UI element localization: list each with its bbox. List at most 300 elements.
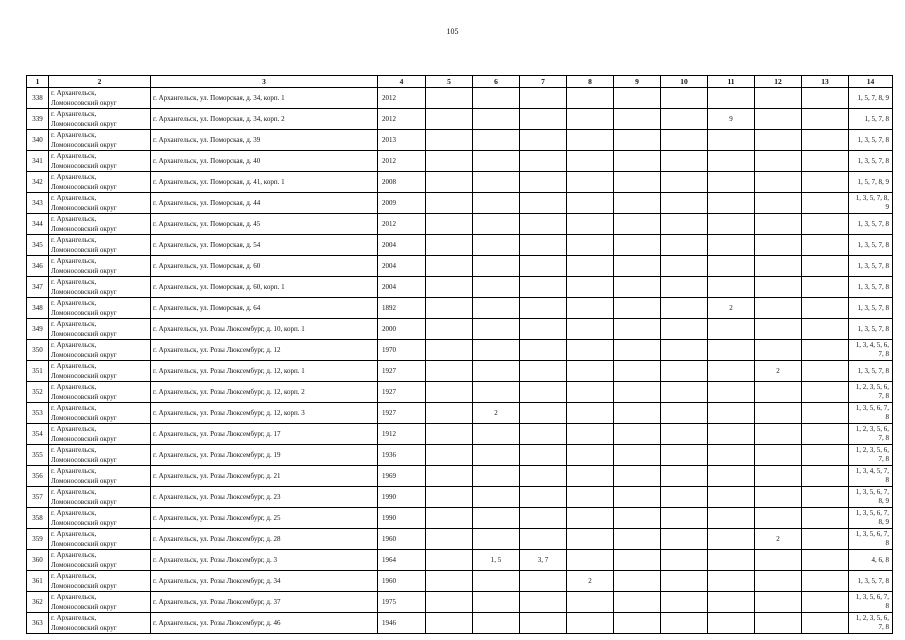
column-6-cell — [473, 130, 520, 151]
column-11-cell — [708, 529, 755, 550]
column-12-cell — [755, 151, 802, 172]
column-5-cell — [426, 487, 473, 508]
year-cell: 2009 — [378, 193, 426, 214]
column-9-cell — [614, 613, 661, 634]
column-14-cell: 1, 3, 5, 7, 8 — [849, 151, 893, 172]
column-11-cell — [708, 550, 755, 571]
column-13-cell — [802, 613, 849, 634]
district-city: г. Архангельск, — [51, 152, 97, 160]
column-13-cell — [802, 382, 849, 403]
table-row — [27, 172, 893, 193]
column-7-cell — [520, 361, 567, 382]
column-6-cell — [473, 571, 520, 592]
address-cell: г. Архангельск, ул. Розы Люксембург, д. 37 — [151, 592, 378, 613]
district-cell — [49, 445, 151, 466]
table-body — [27, 88, 893, 634]
column-6-cell — [473, 109, 520, 130]
column-10-cell — [661, 382, 708, 403]
column-8-cell — [567, 130, 614, 151]
column-5-cell — [426, 340, 473, 361]
column-10-cell — [661, 529, 708, 550]
column-header-13: 13 — [802, 76, 849, 88]
column-7-cell — [520, 277, 567, 298]
column-11-cell — [708, 466, 755, 487]
year-cell: 1927 — [378, 403, 426, 424]
column-5-cell — [426, 466, 473, 487]
column-10-cell — [661, 109, 708, 130]
column-9-cell — [614, 487, 661, 508]
column-8-cell: 2 — [567, 571, 614, 592]
column-6-cell — [473, 592, 520, 613]
column-14-cell: 1, 3, 5, 7, 8 — [849, 361, 893, 382]
column-6-cell — [473, 319, 520, 340]
column-header-14: 14 — [849, 76, 893, 88]
column-10-cell — [661, 445, 708, 466]
column-header-1: 1 — [27, 76, 49, 88]
year-cell: 1892 — [378, 298, 426, 319]
row-number-cell: 351 — [27, 361, 49, 382]
column-14-cell: 1, 5, 7, 8, 9 — [849, 88, 893, 109]
column-7-cell — [520, 466, 567, 487]
column-11-cell — [708, 487, 755, 508]
column-9-cell — [614, 109, 661, 130]
row-number-cell: 343 — [27, 193, 49, 214]
district-city: г. Архангельск, — [51, 320, 97, 328]
district-cell — [49, 382, 151, 403]
district-okrug: Ломоносовский округ — [51, 561, 117, 569]
column-9-cell — [614, 214, 661, 235]
address-cell: г. Архангельск, ул. Розы Люксембург, д. 12, корп. 1 — [151, 361, 378, 382]
column-10-cell — [661, 235, 708, 256]
column-6-cell — [473, 445, 520, 466]
column-12-cell: 2 — [755, 529, 802, 550]
table-row — [27, 256, 893, 277]
column-12-cell — [755, 613, 802, 634]
column-8-cell — [567, 403, 614, 424]
column-13-cell — [802, 277, 849, 298]
column-6-cell — [473, 424, 520, 445]
column-13-cell — [802, 466, 849, 487]
column-14-cell: 1, 3, 5, 6, 7, 8, 9 — [849, 508, 893, 529]
column-14-cell: 1, 3, 4, 5, 6, 7, 8 — [849, 340, 893, 361]
column-12-cell — [755, 298, 802, 319]
row-number-cell: 362 — [27, 592, 49, 613]
district-okrug: Ломоносовский округ — [51, 351, 117, 359]
district-city: г. Архангельск, — [51, 278, 97, 286]
column-8-cell — [567, 151, 614, 172]
column-11-cell — [708, 172, 755, 193]
column-9-cell — [614, 193, 661, 214]
district-city: г. Архангельск, — [51, 215, 97, 223]
column-6-cell — [473, 214, 520, 235]
district-cell — [49, 340, 151, 361]
column-12-cell — [755, 403, 802, 424]
column-header-12: 12 — [755, 76, 802, 88]
district-cell — [49, 193, 151, 214]
column-13-cell — [802, 340, 849, 361]
district-okrug: Ломоносовский округ — [51, 435, 117, 443]
column-14-cell: 1, 3, 5, 7, 8 — [849, 277, 893, 298]
year-cell: 1970 — [378, 340, 426, 361]
district-okrug: Ломоносовский округ — [51, 414, 117, 422]
table-row — [27, 382, 893, 403]
column-13-cell — [802, 592, 849, 613]
page-number: 105 — [446, 27, 459, 36]
district-okrug: Ломоносовский округ — [51, 582, 117, 590]
district-okrug: Ломоносовский округ — [51, 624, 117, 632]
district-cell — [49, 613, 151, 634]
column-9-cell — [614, 403, 661, 424]
address-cell: г. Архангельск, ул. Поморская, д. 44 — [151, 193, 378, 214]
column-header-8: 8 — [567, 76, 614, 88]
column-11-cell — [708, 235, 755, 256]
column-header-3: 3 — [151, 76, 378, 88]
column-11-cell — [708, 571, 755, 592]
column-9-cell — [614, 529, 661, 550]
column-12-cell — [755, 193, 802, 214]
column-9-cell — [614, 382, 661, 403]
district-okrug: Ломоносовский округ — [51, 498, 117, 506]
column-13-cell — [802, 403, 849, 424]
address-cell: г. Архангельск, ул. Поморская, д. 39 — [151, 130, 378, 151]
address-cell: г. Архангельск, ул. Поморская, д. 34, корп. 2 — [151, 109, 378, 130]
row-number-cell: 349 — [27, 319, 49, 340]
address-cell: г. Архангельск, ул. Розы Люксембург, д. 12, корп. 2 — [151, 382, 378, 403]
district-okrug: Ломоносовский округ — [51, 309, 117, 317]
column-11-cell — [708, 193, 755, 214]
district-city: г. Архангельск, — [51, 509, 97, 517]
column-5-cell — [426, 277, 473, 298]
column-header-6: 6 — [473, 76, 520, 88]
column-7-cell — [520, 571, 567, 592]
column-9-cell — [614, 319, 661, 340]
address-cell: г. Архангельск, ул. Розы Люксембург, д. 17 — [151, 424, 378, 445]
column-12-cell — [755, 508, 802, 529]
column-6-cell — [473, 487, 520, 508]
column-13-cell — [802, 424, 849, 445]
column-12-cell — [755, 256, 802, 277]
column-6-cell: 2 — [473, 403, 520, 424]
column-7-cell — [520, 403, 567, 424]
column-header-11: 11 — [708, 76, 755, 88]
column-8-cell — [567, 88, 614, 109]
district-okrug: Ломоносовский округ — [51, 372, 117, 380]
district-city: г. Архангельск, — [51, 425, 97, 433]
year-cell: 2012 — [378, 109, 426, 130]
address-cell: г. Архангельск, ул. Поморская, д. 40 — [151, 151, 378, 172]
column-12-cell — [755, 130, 802, 151]
column-5-cell — [426, 193, 473, 214]
table-row — [27, 592, 893, 613]
column-5-cell — [426, 214, 473, 235]
column-header-9: 9 — [614, 76, 661, 88]
column-6-cell — [473, 613, 520, 634]
column-13-cell — [802, 319, 849, 340]
column-9-cell — [614, 571, 661, 592]
table-row — [27, 361, 893, 382]
row-number-cell: 361 — [27, 571, 49, 592]
column-9-cell — [614, 424, 661, 445]
column-5-cell — [426, 235, 473, 256]
column-7-cell: 3, 7 — [520, 550, 567, 571]
header-row — [27, 76, 893, 88]
district-okrug: Ломоносовский округ — [51, 540, 117, 548]
column-8-cell — [567, 613, 614, 634]
district-cell — [49, 361, 151, 382]
column-10-cell — [661, 592, 708, 613]
column-5-cell — [426, 403, 473, 424]
year-cell: 1927 — [378, 382, 426, 403]
column-10-cell — [661, 256, 708, 277]
column-14-cell: 1, 5, 7, 8 — [849, 109, 893, 130]
year-cell: 1960 — [378, 571, 426, 592]
column-5-cell — [426, 256, 473, 277]
column-11-cell — [708, 382, 755, 403]
address-cell: г. Архангельск, ул. Розы Люксембург, д. 28 — [151, 529, 378, 550]
table-row — [27, 151, 893, 172]
table-row — [27, 550, 893, 571]
column-8-cell — [567, 466, 614, 487]
row-number-cell: 356 — [27, 466, 49, 487]
district-city: г. Архангельск, — [51, 236, 97, 244]
column-13-cell — [802, 550, 849, 571]
year-cell: 1975 — [378, 592, 426, 613]
column-13-cell — [802, 172, 849, 193]
column-8-cell — [567, 193, 614, 214]
row-number-cell: 363 — [27, 613, 49, 634]
district-cell — [49, 88, 151, 109]
column-14-cell: 1, 2, 3, 5, 6, 7, 8 — [849, 382, 893, 403]
column-11-cell — [708, 319, 755, 340]
column-6-cell — [473, 298, 520, 319]
row-number-cell: 338 — [27, 88, 49, 109]
column-12-cell — [755, 319, 802, 340]
row-number-cell: 339 — [27, 109, 49, 130]
column-10-cell — [661, 214, 708, 235]
column-12-cell — [755, 235, 802, 256]
district-cell — [49, 298, 151, 319]
address-cell: г. Архангельск, ул. Поморская, д. 34, корп. 1 — [151, 88, 378, 109]
column-9-cell — [614, 277, 661, 298]
column-9-cell — [614, 508, 661, 529]
column-14-cell: 1, 3, 5, 7, 8 — [849, 319, 893, 340]
district-city: г. Архангельск, — [51, 530, 97, 538]
column-11-cell — [708, 277, 755, 298]
row-number-cell: 344 — [27, 214, 49, 235]
district-cell — [49, 319, 151, 340]
column-5-cell — [426, 529, 473, 550]
year-cell: 1936 — [378, 445, 426, 466]
row-number-cell: 355 — [27, 445, 49, 466]
year-cell: 2004 — [378, 235, 426, 256]
year-cell: 2012 — [378, 214, 426, 235]
column-11-cell — [708, 445, 755, 466]
district-city: г. Архангельск, — [51, 257, 97, 265]
district-city: г. Архангельск, — [51, 404, 97, 412]
district-okrug: Ломоносовский округ — [51, 99, 117, 107]
year-cell: 2013 — [378, 130, 426, 151]
column-6-cell — [473, 88, 520, 109]
column-5-cell — [426, 592, 473, 613]
district-okrug: Ломоносовский округ — [51, 183, 117, 191]
district-cell — [49, 403, 151, 424]
column-header-2: 2 — [49, 76, 151, 88]
column-7-cell — [520, 319, 567, 340]
column-13-cell — [802, 529, 849, 550]
table-row — [27, 130, 893, 151]
column-12-cell — [755, 109, 802, 130]
column-12-cell: 2 — [755, 361, 802, 382]
year-cell: 1969 — [378, 466, 426, 487]
district-cell — [49, 571, 151, 592]
year-cell: 1964 — [378, 550, 426, 571]
column-10-cell — [661, 613, 708, 634]
address-cell: г. Архангельск, ул. Поморская, д. 60 — [151, 256, 378, 277]
column-14-cell: 1, 2, 3, 5, 6, 7, 8 — [849, 424, 893, 445]
district-okrug: Ломоносовский округ — [51, 204, 117, 212]
address-cell: г. Архангельск, ул. Розы Люксембург, д. 34 — [151, 571, 378, 592]
column-8-cell — [567, 424, 614, 445]
district-okrug: Ломоносовский округ — [51, 477, 117, 485]
column-5-cell — [426, 109, 473, 130]
column-12-cell — [755, 382, 802, 403]
column-9-cell — [614, 130, 661, 151]
column-6-cell — [473, 256, 520, 277]
district-cell — [49, 592, 151, 613]
column-8-cell — [567, 382, 614, 403]
district-city: г. Архангельск, — [51, 131, 97, 139]
column-11-cell — [708, 88, 755, 109]
district-city: г. Архангельск, — [51, 614, 97, 622]
column-6-cell — [473, 193, 520, 214]
district-cell — [49, 466, 151, 487]
row-number-cell: 347 — [27, 277, 49, 298]
column-12-cell — [755, 550, 802, 571]
column-9-cell — [614, 235, 661, 256]
column-10-cell — [661, 298, 708, 319]
column-6-cell — [473, 172, 520, 193]
address-cell: г. Архангельск, ул. Розы Люксембург, д. 19 — [151, 445, 378, 466]
column-8-cell — [567, 109, 614, 130]
year-cell: 1946 — [378, 613, 426, 634]
table-row — [27, 487, 893, 508]
column-14-cell: 1, 3, 5, 6, 7, 8 — [849, 529, 893, 550]
column-14-cell: 1, 5, 7, 8, 9 — [849, 172, 893, 193]
district-okrug: Ломоносовский округ — [51, 330, 117, 338]
district-okrug: Ломоносовский округ — [51, 141, 117, 149]
column-11-cell — [708, 361, 755, 382]
column-10-cell — [661, 424, 708, 445]
column-12-cell — [755, 571, 802, 592]
district-city: г. Архангельск, — [51, 446, 97, 454]
table-row — [27, 340, 893, 361]
column-11-cell — [708, 256, 755, 277]
column-9-cell — [614, 172, 661, 193]
column-7-cell — [520, 592, 567, 613]
row-number-cell: 357 — [27, 487, 49, 508]
column-12-cell — [755, 424, 802, 445]
table-row — [27, 319, 893, 340]
column-8-cell — [567, 235, 614, 256]
column-13-cell — [802, 235, 849, 256]
district-okrug: Ломоносовский округ — [51, 120, 117, 128]
table-row — [27, 508, 893, 529]
column-7-cell — [520, 109, 567, 130]
column-9-cell — [614, 256, 661, 277]
row-number-cell: 359 — [27, 529, 49, 550]
column-13-cell — [802, 151, 849, 172]
table-row — [27, 424, 893, 445]
address-cell: г. Архангельск, ул. Поморская, д. 60, корп. 1 — [151, 277, 378, 298]
district-city: г. Архангельск, — [51, 572, 97, 580]
row-number-cell: 346 — [27, 256, 49, 277]
column-12-cell — [755, 172, 802, 193]
column-11-cell — [708, 130, 755, 151]
column-8-cell — [567, 277, 614, 298]
column-5-cell — [426, 298, 473, 319]
column-13-cell — [802, 445, 849, 466]
column-6-cell — [473, 529, 520, 550]
row-number-cell: 345 — [27, 235, 49, 256]
district-cell — [49, 550, 151, 571]
column-5-cell — [426, 382, 473, 403]
column-13-cell — [802, 256, 849, 277]
year-cell: 1990 — [378, 487, 426, 508]
column-7-cell — [520, 172, 567, 193]
district-city: г. Архангельск, — [51, 383, 97, 391]
column-12-cell — [755, 445, 802, 466]
column-5-cell — [426, 151, 473, 172]
column-10-cell — [661, 487, 708, 508]
column-5-cell — [426, 508, 473, 529]
column-header-7: 7 — [520, 76, 567, 88]
address-cell: г. Архангельск, ул. Розы Люксембург, д. 12, корп. 3 — [151, 403, 378, 424]
column-13-cell — [802, 298, 849, 319]
year-cell: 1927 — [378, 361, 426, 382]
column-8-cell — [567, 319, 614, 340]
column-14-cell: 1, 3, 5, 6, 7, 8 — [849, 403, 893, 424]
address-cell: г. Архангельск, ул. Поморская, д. 54 — [151, 235, 378, 256]
column-9-cell — [614, 592, 661, 613]
row-number-cell: 340 — [27, 130, 49, 151]
district-cell — [49, 487, 151, 508]
column-7-cell — [520, 298, 567, 319]
column-12-cell — [755, 466, 802, 487]
address-cell: г. Архангельск, ул. Поморская, д. 45 — [151, 214, 378, 235]
district-city: г. Архангельск, — [51, 173, 97, 181]
column-8-cell — [567, 340, 614, 361]
column-11-cell — [708, 151, 755, 172]
column-8-cell — [567, 529, 614, 550]
district-okrug: Ломоносовский округ — [51, 519, 117, 527]
district-okrug: Ломоносовский округ — [51, 225, 117, 233]
column-14-cell: 1, 3, 5, 7, 8 — [849, 571, 893, 592]
column-7-cell — [520, 529, 567, 550]
district-city: г. Архангельск, — [51, 551, 97, 559]
year-cell: 2008 — [378, 172, 426, 193]
district-okrug: Ломоносовский округ — [51, 456, 117, 464]
column-9-cell — [614, 298, 661, 319]
building-register-table — [26, 75, 893, 634]
district-city: г. Архангельск, — [51, 89, 97, 97]
column-9-cell — [614, 550, 661, 571]
address-cell: г. Архангельск, ул. Розы Люксембург, д. 25 — [151, 508, 378, 529]
column-14-cell: 1, 2, 3, 5, 6, 7, 8 — [849, 613, 893, 634]
column-10-cell — [661, 88, 708, 109]
column-8-cell — [567, 550, 614, 571]
column-10-cell — [661, 571, 708, 592]
year-cell: 2004 — [378, 277, 426, 298]
